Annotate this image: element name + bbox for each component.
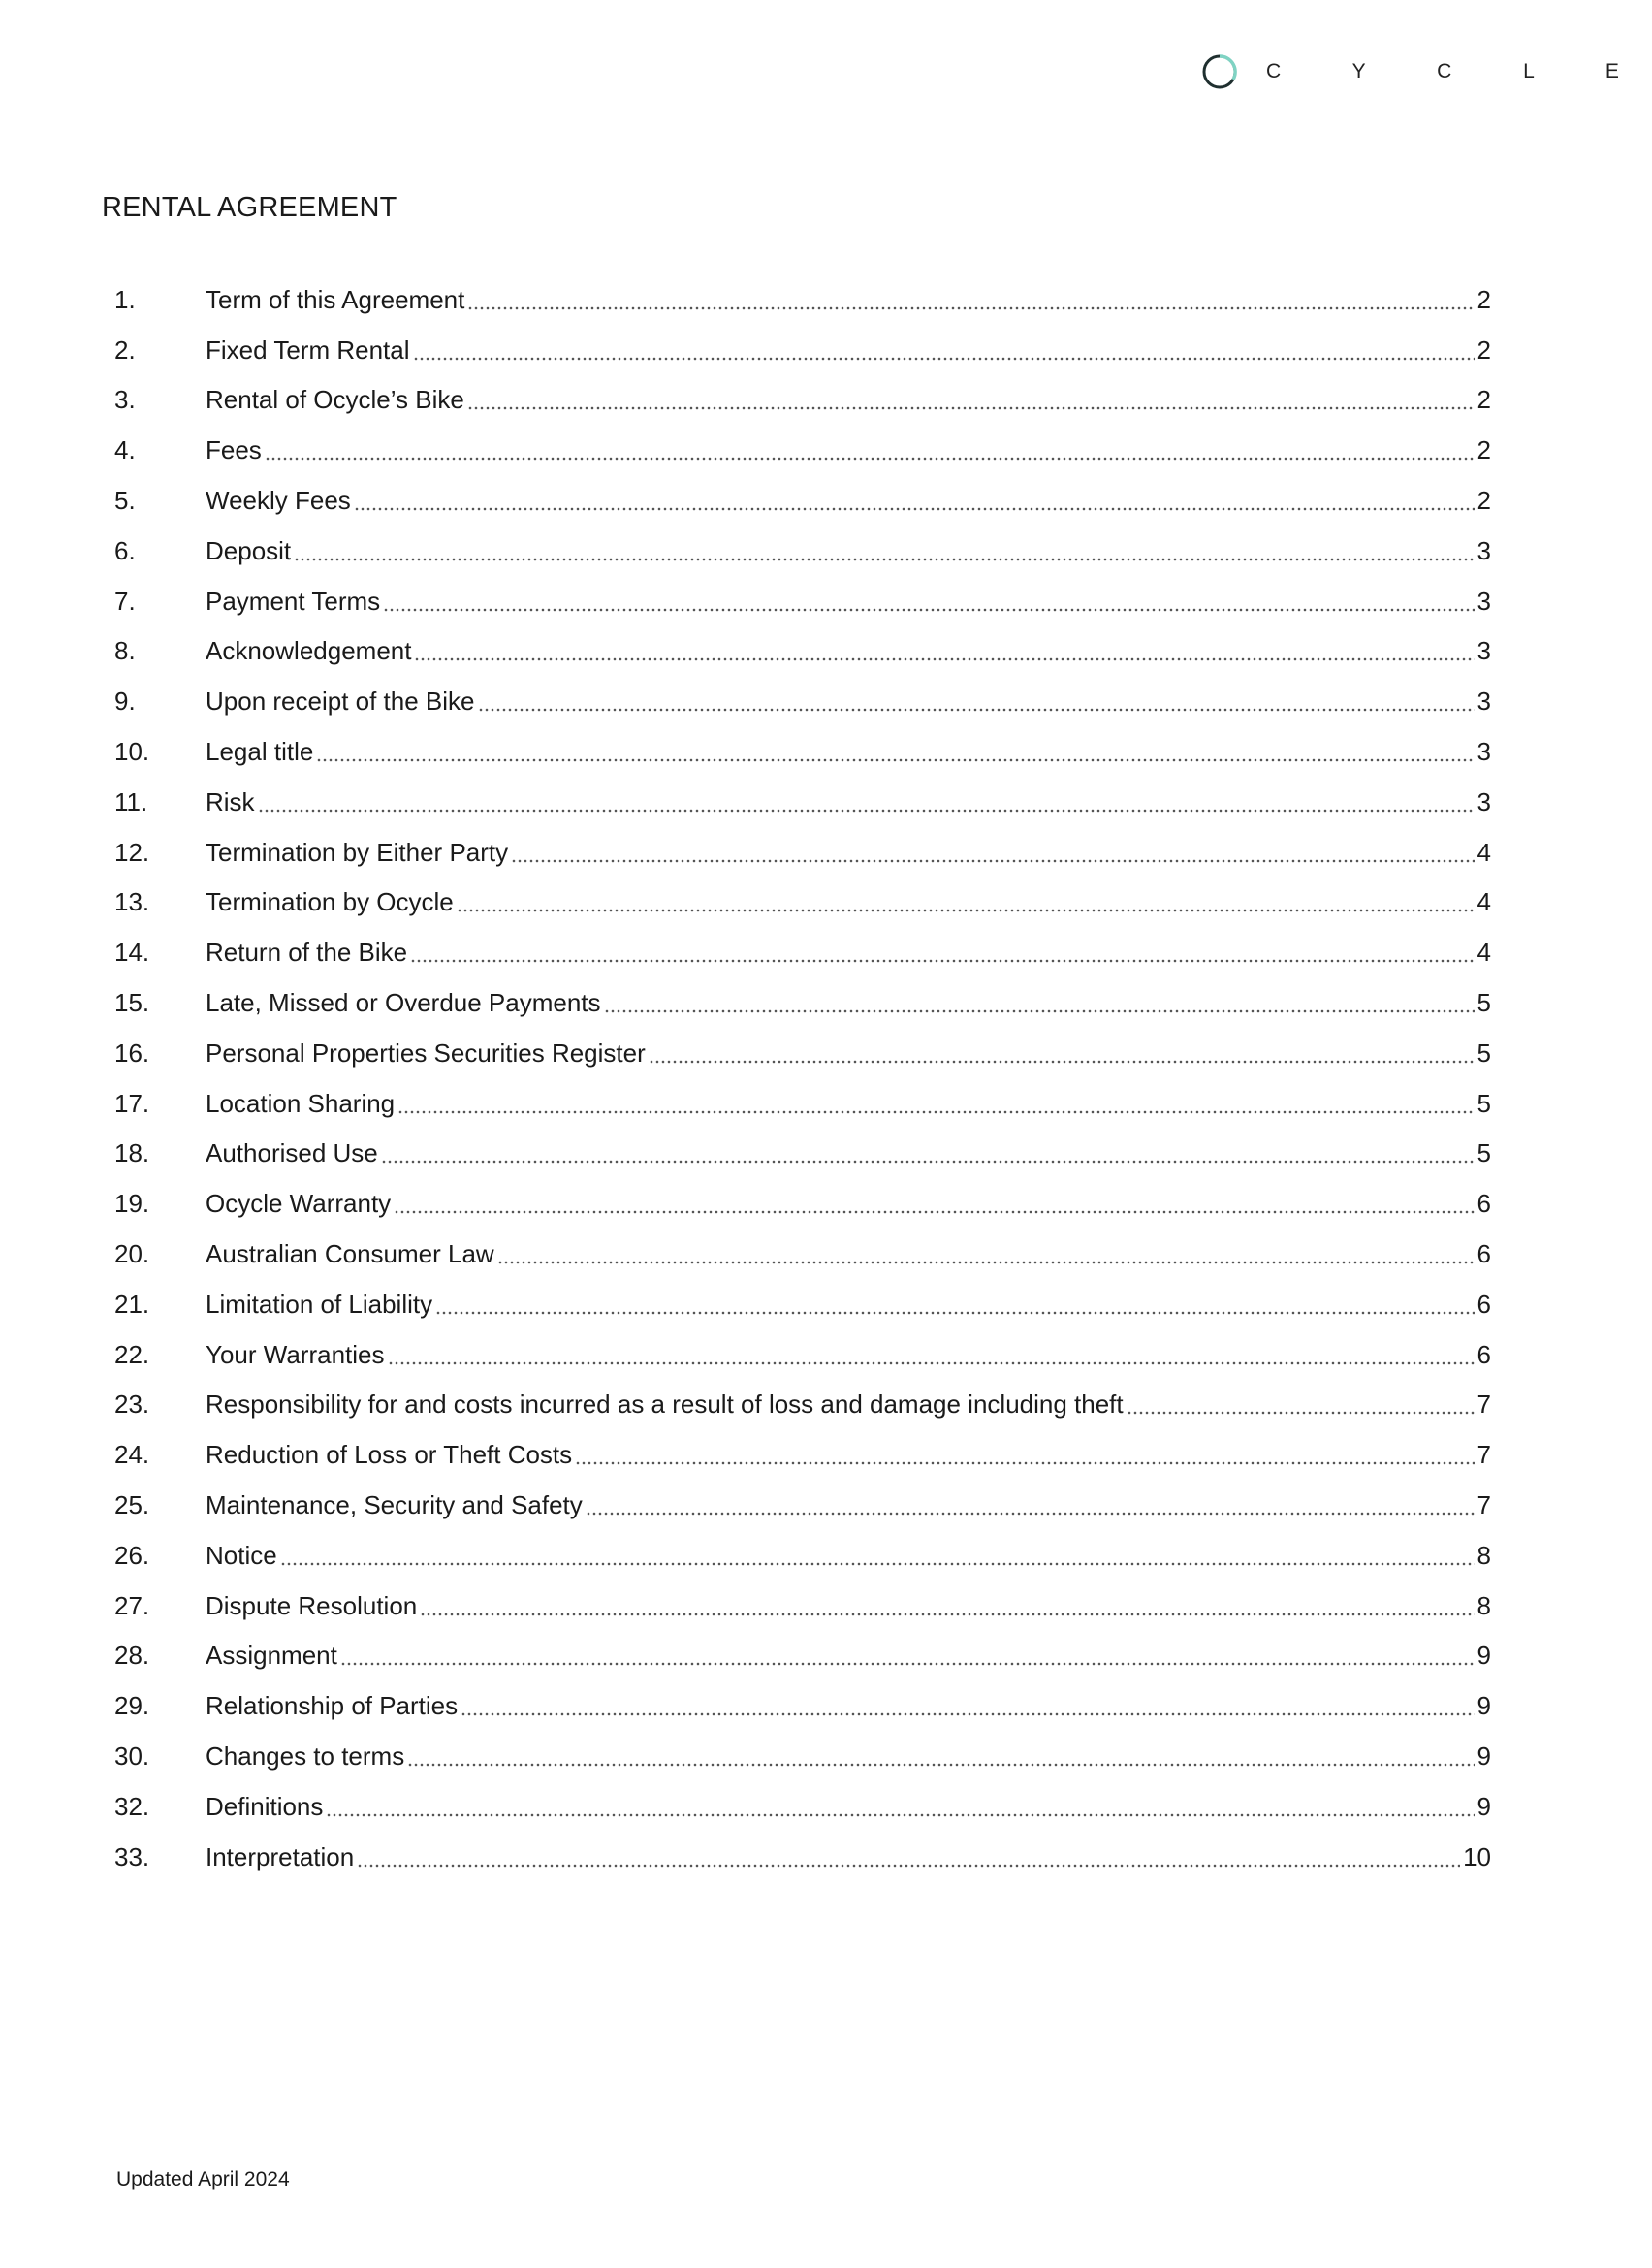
toc-dot-leader — [258, 787, 1475, 816]
toc-entry-title[interactable]: Location Sharing — [206, 1088, 396, 1118]
toc-entry-number: 21. — [114, 1289, 150, 1319]
toc-entry-title[interactable]: Termination by Ocycle — [206, 887, 454, 917]
toc-entry-number: 12. — [114, 837, 150, 867]
toc-entry-page-number[interactable]: 2 — [1477, 284, 1491, 314]
toc-entry-title[interactable]: Termination by Either Party — [206, 837, 509, 867]
toc-entry-page-number[interactable]: 2 — [1477, 335, 1491, 365]
toc-dot-leader — [265, 435, 1475, 464]
toc-dot-leader — [467, 285, 1474, 314]
toc-dot-leader — [326, 1792, 1474, 1821]
toc-entry-number: 2. — [114, 335, 136, 365]
toc-entry-title[interactable]: Your Warranties — [206, 1339, 385, 1369]
toc-dot-leader — [388, 1340, 1475, 1369]
toc-entry-title[interactable]: Assignment — [206, 1641, 337, 1671]
toc-entry-number: 33. — [114, 1841, 150, 1871]
toc-entry-page-number[interactable]: 5 — [1477, 1088, 1491, 1118]
toc-entry-page-number[interactable]: 2 — [1477, 486, 1491, 516]
ocycle-logo — [1200, 50, 1652, 93]
toc-entry-page-number[interactable]: 7 — [1477, 1440, 1491, 1470]
toc-dot-leader — [381, 1138, 1475, 1167]
toc-entry-page-number[interactable]: 5 — [1477, 1038, 1491, 1068]
toc-dot-leader — [407, 1741, 1474, 1771]
toc-entry-title[interactable]: Payment Terms — [206, 586, 381, 616]
toc-entry-title[interactable]: Dispute Resolution — [206, 1590, 418, 1620]
toc-entry-number: 17. — [114, 1088, 150, 1118]
toc-dot-leader — [497, 1239, 1475, 1268]
toc-entry[interactable] — [114, 1329, 1491, 1380]
toc-entry-page-number[interactable]: 4 — [1477, 837, 1491, 867]
toc-entry-title[interactable]: Term of this Agreement — [206, 284, 465, 314]
toc-dot-leader — [354, 486, 1475, 515]
toc-entry-number: 3. — [114, 385, 136, 415]
toc-entry-page-number[interactable]: 4 — [1477, 887, 1491, 917]
toc-dot-leader — [478, 687, 1475, 716]
toc-dot-leader — [397, 1089, 1474, 1118]
toc-entry-number: 1. — [114, 284, 136, 314]
toc-entry-number: 15. — [114, 988, 150, 1018]
toc-entry-title[interactable]: Personal Properties Securities Register — [206, 1038, 646, 1068]
toc-entry-number: 26. — [114, 1540, 150, 1570]
toc-entry-page-number[interactable]: 8 — [1477, 1540, 1491, 1570]
toc-dot-leader — [467, 385, 1475, 414]
toc-entry[interactable] — [114, 1680, 1491, 1731]
toc-dot-leader — [586, 1490, 1475, 1519]
toc-entry[interactable] — [114, 827, 1491, 878]
toc-entry-number: 28. — [114, 1641, 150, 1671]
toc-entry[interactable] — [114, 1581, 1491, 1631]
toc-entry-title[interactable]: Acknowledgement — [206, 636, 412, 666]
toc-entry-number: 22. — [114, 1339, 150, 1369]
toc-entry-page-number[interactable]: 3 — [1477, 535, 1491, 565]
toc-entry-page-number[interactable]: 3 — [1477, 737, 1491, 767]
toc-entry[interactable] — [114, 576, 1491, 626]
toc-entry-page-number[interactable]: 6 — [1477, 1339, 1491, 1369]
toc-entry-page-number[interactable]: 5 — [1477, 1138, 1491, 1168]
toc-entry-page-number[interactable]: 7 — [1477, 1490, 1491, 1520]
toc-entry-page-number[interactable]: 10 — [1463, 1841, 1491, 1871]
ring-logo-icon — [1200, 52, 1239, 91]
toc-entry[interactable] — [114, 1832, 1491, 1882]
toc-entry-number: 10. — [114, 737, 150, 767]
toc-entry-number: 8. — [114, 636, 136, 666]
toc-entry-number: 6. — [114, 535, 136, 565]
toc-entry[interactable] — [114, 777, 1491, 827]
toc-entry-number: 14. — [114, 938, 150, 968]
toc-entry-title[interactable]: Fixed Term Rental — [206, 335, 410, 365]
toc-entry[interactable] — [114, 676, 1491, 726]
toc-dot-leader — [420, 1591, 1474, 1620]
toc-dot-leader — [280, 1541, 1475, 1570]
toc-entry-page-number[interactable]: 3 — [1477, 636, 1491, 666]
toc-entry-title[interactable]: Responsibility for and costs incurred as a result of loss and damage including theft — [206, 1390, 1124, 1420]
document-title: RENTAL AGREEMENT — [102, 192, 397, 223]
toc-entry-number: 7. — [114, 586, 136, 616]
toc-entry-number: 25. — [114, 1490, 150, 1520]
toc-entry-number: 19. — [114, 1189, 150, 1219]
toc-entry-page-number[interactable]: 6 — [1477, 1239, 1491, 1269]
toc-entry[interactable] — [114, 1178, 1491, 1229]
toc-entry-number: 5. — [114, 486, 136, 516]
toc-entry-title[interactable]: Limitation of Liability — [206, 1289, 433, 1319]
toc-entry-title[interactable]: Interpretation — [206, 1841, 355, 1871]
toc-entry[interactable] — [114, 425, 1491, 475]
footer-updated-date: Updated April 2024 — [116, 2168, 290, 2190]
toc-entry-page-number[interactable]: 9 — [1477, 1691, 1491, 1721]
toc-entry-page-number[interactable]: 9 — [1477, 1641, 1491, 1671]
toc-entry-title[interactable]: Reduction of Loss or Theft Costs — [206, 1440, 573, 1470]
toc-entry-page-number[interactable]: 9 — [1477, 1791, 1491, 1821]
toc-entry[interactable] — [114, 475, 1491, 526]
toc-entry-number: 29. — [114, 1691, 150, 1721]
toc-entry-number: 11. — [114, 786, 148, 816]
toc-entry-number: 16. — [114, 1038, 150, 1068]
toc-entry[interactable] — [114, 878, 1491, 928]
toc-dot-leader — [575, 1440, 1474, 1469]
toc-entry-page-number[interactable]: 6 — [1477, 1289, 1491, 1319]
toc-entry[interactable] — [114, 927, 1491, 977]
toc-entry-number: 30. — [114, 1741, 150, 1771]
toc-entry-title[interactable]: Australian Consumer Law — [206, 1239, 494, 1269]
toc-entry-page-number[interactable]: 7 — [1477, 1390, 1491, 1420]
toc-entry-title[interactable]: Maintenance, Security and Safety — [206, 1490, 583, 1520]
toc-dot-leader — [340, 1641, 1475, 1670]
toc-entry-title[interactable]: Deposit — [206, 535, 292, 565]
toc-dot-leader — [414, 636, 1474, 665]
toc-entry[interactable] — [114, 375, 1491, 426]
toc-entry-number: 23. — [114, 1390, 150, 1420]
toc-entry-title[interactable]: Upon receipt of the Bike — [206, 687, 475, 717]
logo-wordmark: C Y C L E — [1266, 60, 1652, 82]
toc-entry[interactable] — [114, 1731, 1491, 1781]
toc-dot-leader — [394, 1189, 1474, 1218]
toc-dot-leader — [410, 938, 1474, 967]
toc-entry-number: 4. — [114, 435, 136, 465]
toc-entry-title[interactable]: Return of the Bike — [206, 938, 408, 968]
toc-entry-page-number[interactable]: 2 — [1477, 385, 1491, 415]
toc-dot-leader — [649, 1038, 1475, 1068]
toc-entry-number: 32. — [114, 1791, 150, 1821]
toc-entry-page-number[interactable]: 3 — [1477, 687, 1491, 717]
toc-entry[interactable] — [114, 1229, 1491, 1279]
toc-entry-title[interactable]: Notice — [206, 1540, 277, 1570]
toc-entry[interactable] — [114, 626, 1491, 677]
toc-dot-leader — [1127, 1390, 1475, 1419]
toc-entry[interactable] — [114, 726, 1491, 777]
toc-entry-number: 24. — [114, 1440, 150, 1470]
toc-entry[interactable] — [114, 1028, 1491, 1078]
toc-entry[interactable] — [114, 1380, 1491, 1430]
toc-entry-page-number[interactable]: 3 — [1477, 786, 1491, 816]
toc-entry-page-number[interactable]: 5 — [1477, 988, 1491, 1018]
toc-entry-page-number[interactable]: 8 — [1477, 1590, 1491, 1620]
toc-entry-title[interactable]: Definitions — [206, 1791, 324, 1821]
toc-entry-page-number[interactable]: 2 — [1477, 435, 1491, 465]
toc-dot-leader — [383, 587, 1474, 616]
toc-dot-leader — [461, 1691, 1474, 1720]
toc-entry-title[interactable]: Weekly Fees — [206, 486, 351, 516]
toc-dot-leader — [357, 1842, 1460, 1871]
toc-dot-leader — [435, 1290, 1474, 1319]
toc-entry[interactable] — [114, 1530, 1491, 1581]
toc-entry-page-number[interactable]: 6 — [1477, 1189, 1491, 1219]
toc-entry[interactable] — [114, 325, 1491, 375]
toc-entry-number: 13. — [114, 887, 150, 917]
toc-dot-leader — [316, 737, 1474, 766]
toc-entry[interactable] — [114, 526, 1491, 576]
toc-entry[interactable] — [114, 977, 1491, 1028]
toc-entry[interactable] — [114, 1429, 1491, 1480]
toc-entry[interactable] — [114, 1631, 1491, 1681]
toc-dot-leader — [457, 887, 1475, 916]
toc-entry-number: 9. — [114, 687, 136, 717]
toc-entry[interactable] — [114, 1279, 1491, 1329]
toc-entry[interactable] — [114, 1781, 1491, 1832]
toc-entry-title[interactable]: Risk — [206, 786, 255, 816]
toc-entry-title[interactable]: Relationship of Parties — [206, 1691, 459, 1721]
toc-entry-page-number[interactable]: 3 — [1477, 586, 1491, 616]
table-of-contents — [114, 274, 1491, 1882]
toc-entry-title[interactable]: Late, Missed or Overdue Payments — [206, 988, 601, 1018]
toc-entry-title[interactable]: Changes to terms — [206, 1741, 405, 1771]
toc-entry-number: 18. — [114, 1138, 150, 1168]
toc-entry-number: 27. — [114, 1590, 150, 1620]
toc-dot-leader — [294, 536, 1474, 565]
toc-entry[interactable] — [114, 1129, 1491, 1179]
toc-entry-title[interactable]: Fees — [206, 435, 262, 465]
toc-dot-leader — [413, 335, 1475, 365]
toc-entry-title[interactable]: Ocycle Warranty — [206, 1189, 392, 1219]
toc-entry[interactable] — [114, 1078, 1491, 1129]
toc-entry-title[interactable]: Legal title — [206, 737, 314, 767]
toc-entry-page-number[interactable]: 9 — [1477, 1741, 1491, 1771]
toc-entry-number: 20. — [114, 1239, 150, 1269]
toc-dot-leader — [604, 988, 1475, 1017]
toc-entry[interactable] — [114, 274, 1491, 325]
toc-entry-page-number[interactable]: 4 — [1477, 938, 1491, 968]
toc-entry[interactable] — [114, 1480, 1491, 1530]
toc-dot-leader — [511, 838, 1474, 867]
toc-entry-title[interactable]: Authorised Use — [206, 1138, 378, 1168]
toc-entry-title[interactable]: Rental of Ocycle’s Bike — [206, 385, 464, 415]
